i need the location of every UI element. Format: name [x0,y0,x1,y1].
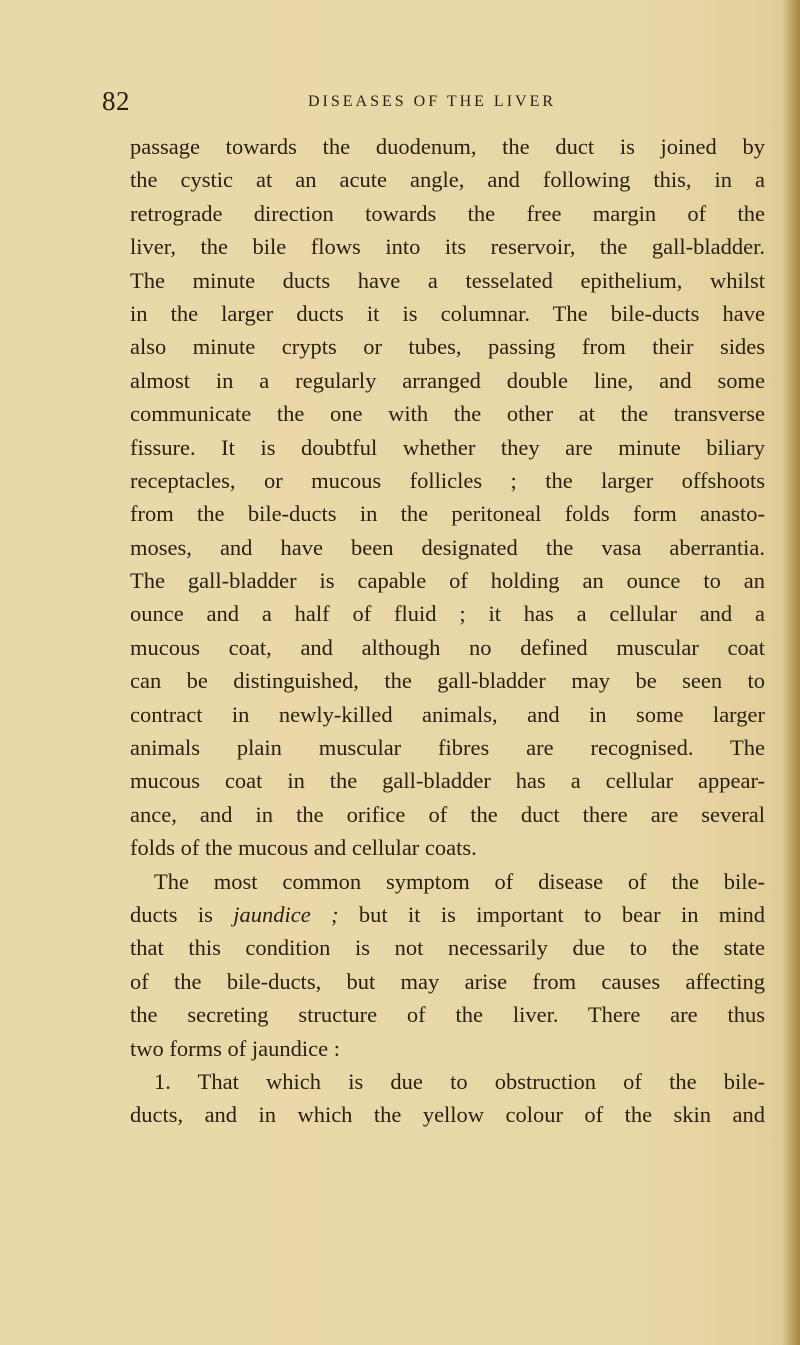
italic-term: jaundice ; [233,901,339,927]
text-line: receptacles, or mucous follicles ; the larger offshoots [130,467,765,493]
text-line: almost in a regularly arranged double line, and some [130,367,765,393]
page-edge-shadow [782,0,800,1345]
text-line: also minute crypts or tubes, passing from their sides [130,334,765,360]
running-head-title: DISEASES OF THE LIVER [307,93,557,110]
text-fragment: but it is important to bear in mind [358,901,766,927]
text-line: the secreting structure of the liver. There are thus [130,1002,765,1028]
text-line: that this condition is not necessarily due to the state [130,935,765,961]
body-text [130,130,765,1132]
text-line: the cystic at an acute angle, and following this, in a [130,167,765,193]
text-line: The most common symptom of disease of the bile- [154,868,765,894]
text-line: The gall-bladder is capable of holding an ounce to an [130,568,765,594]
text-line: mucous coat, and although no defined muscular coat [130,634,765,660]
text-line-with-italic [130,898,765,931]
running-head [102,86,762,122]
text-line: two forms of jaundice : [130,1035,340,1061]
text-line: animals plain muscular fibres are recognised. The [130,735,765,761]
text-line: fissure. It is doubtful whether they are minute biliary [130,434,765,460]
text-line: moses, and have been designated the vasa aberrantia. [130,534,765,560]
text-line: folds of the mucous and cellular coats. [130,835,477,861]
text-line: retrograde direction towards the free margin of the [130,200,765,226]
text-line: from the bile-ducts in the peritoneal folds form anasto- [130,501,765,527]
text-line: mucous coat in the gall-bladder has a cellular appear- [130,768,765,794]
text-line: passage towards the duodenum, the duct is joined by [130,134,765,159]
text-line: ducts, and in which the yellow colour of the skin and [130,1102,765,1128]
text-line: of the bile-ducts, but may arise from causes affecting [130,968,765,994]
text-line: The minute ducts have a tesselated epithelium, whilst [130,267,765,293]
page-number: 82 [102,86,130,116]
text-line: liver, the bile flows into its reservoir, the gall-bladder. [130,234,765,260]
text-line: 1. That which is due to obstruction of the bile- [154,1068,765,1094]
text-line: contract in newly-killed animals, and in some larger [130,701,765,727]
text-line: ounce and a half of fluid ; it has a cellular and a [130,601,765,627]
text-fragment: ducts is [130,901,213,927]
text-line: ance, and in the orifice of the duct there are several [130,801,765,827]
text-line: can be distinguished, the gall-bladder may be seen to [130,668,765,694]
text-line: in the larger ducts it is columnar. The bile-ducts have [130,300,765,326]
text-line: communicate the one with the other at the transverse [130,401,765,427]
